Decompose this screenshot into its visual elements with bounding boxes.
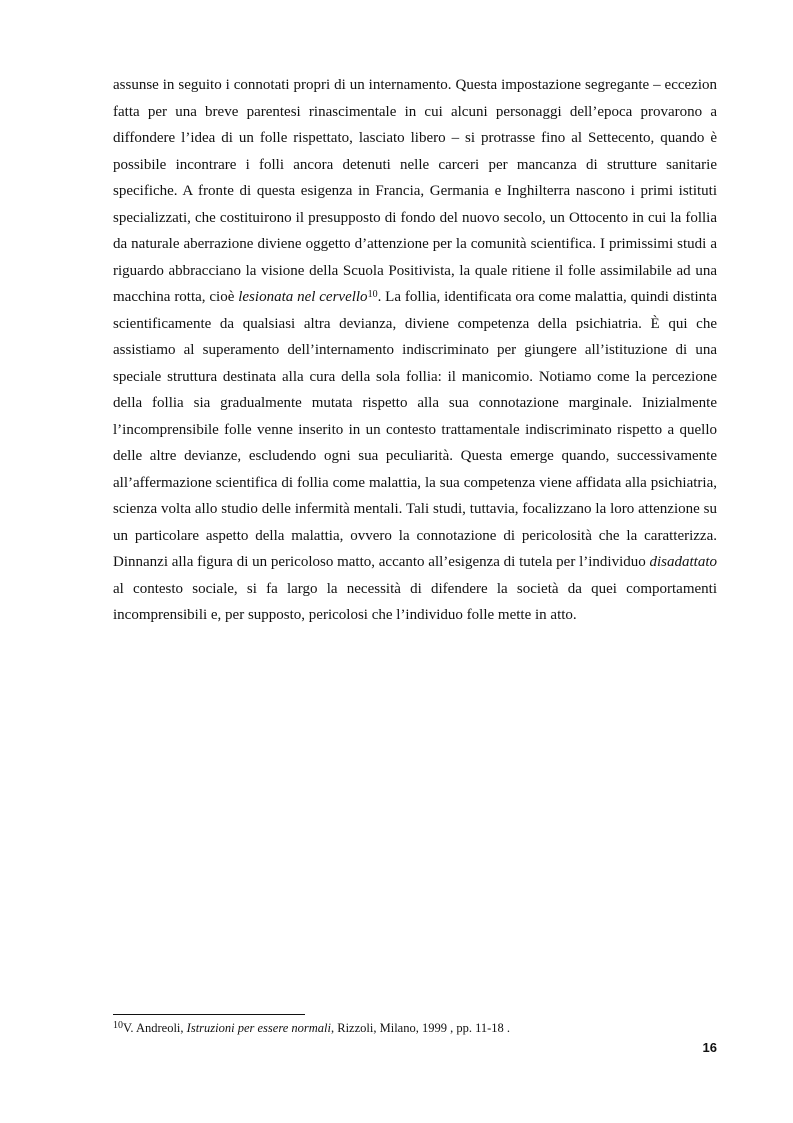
footnote-separator xyxy=(113,1014,305,1015)
paragraph-text-start: assunse in seguito i connotati propri di un internamento. Questa impostazione segregante – eccezion fatta per una breve parentesi rinascimentale in cui alcuni personaggi dell’epoca provarono a diffondere l’idea di un folle rispettato, lasciato libero – si protrasse fino al Settecento, quando è possibile incontrare i folli ancora detenuti nelle carceri per mancanza di strutture sanitarie specifiche. A fronte di questa esigenza in Francia, Germania e Inghilterra nascono i primi istituti specializzati, che costituirono il presupposto di fondo del nuovo secolo, un Ottocento in cui la follia da naturale aberrazione diviene oggetto d’attenzione per la comunità scientifica. I primissimi studi a riguardo abbracciano la visione della Scuola Positivista, la quale ritiene il folle assimilabile ad una macchina rotta, cioè xyxy=(113,77,717,305)
page-number: 16 xyxy=(702,1040,717,1055)
footnote-details: , Rizzoli, Milano, 1999 , pp. 11-18 . xyxy=(331,1021,511,1035)
italic-word-disadattato: disadattato xyxy=(649,554,717,570)
paragraph-text-end: al contesto sociale, si fa largo la necessità di difendere la società da quei comportamenti incomprensibili e, per supposto, pericolosi che l’individuo folle mette in atto. xyxy=(113,580,717,623)
footnote-reference[interactable]: 10 xyxy=(367,289,378,300)
footnote-number: 10 xyxy=(113,1020,123,1031)
body-paragraph xyxy=(113,72,717,629)
footnote-author: V. Andreoli, xyxy=(123,1021,187,1035)
paragraph-text-middle: . La follia, identificata ora come malattia, quindi distinta scientificamente da qualsiasi altra devianza, diviene competenza della psichiatria. È qui che assistiamo al superamento dell’internamento indiscriminato per giungere all’istituzione di una speciale struttura destinata alla cura della sola follia: il manicomio. Notiamo come la percezione della follia sia gradualmente mutata rispetto alla sua connotazione marginale. Inizialmente l’incomprensibile folle venne inserito in un contesto trattamentale indiscriminato rispetto a quello delle altre devianze, escludendo ogni sua peculiarità. Questa emerge quando, successivamente all’affermazione scientifica di follia come malattia, la sua competenza viene affidata alla psichiatria, scienza volta allo studio delle infermità mentali. Tali studi, tuttavia, focalizzano la loro attenzione su un particolare aspetto della malattia, ovvero la connotazione di pericolosità che la caratterizza. Dinnanzi alla figura di un pericoloso matto, accanto all’esigenza di tutela per l’individuo xyxy=(113,289,717,570)
footnote xyxy=(113,1020,717,1036)
footnote-book-title: Istruzioni per essere normali xyxy=(186,1021,331,1035)
italic-phrase-lesionata-nel-cervello: lesionata nel cervello xyxy=(238,289,368,305)
